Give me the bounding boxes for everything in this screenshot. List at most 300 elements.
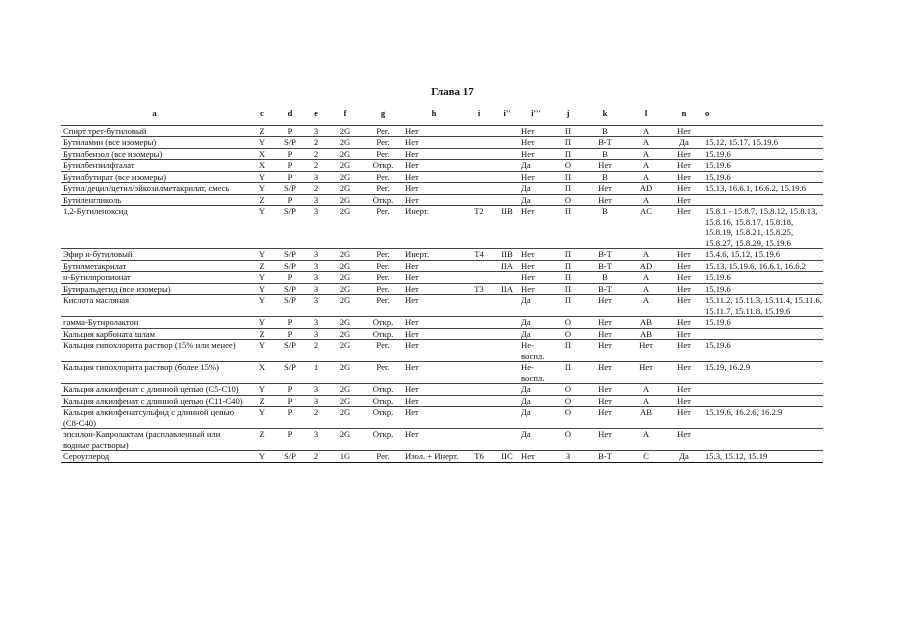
table-cell: A (626, 272, 666, 284)
table-cell: Откр. (362, 328, 404, 340)
table-cell (464, 125, 494, 137)
product-name-cell: Кальция алкилфенат с длинной цепью (C11-C40) (61, 395, 248, 407)
table-cell (494, 328, 520, 340)
table-row (61, 362, 823, 384)
table-row (61, 429, 823, 451)
table-cell: П (552, 283, 584, 295)
table-row (61, 328, 823, 340)
table-cell: 3 (304, 249, 328, 261)
table-cell: P (276, 194, 304, 206)
table-cell: 2G (328, 183, 362, 195)
table-cell: 15.19.6 (702, 340, 823, 362)
table-cell: S/P (276, 340, 304, 362)
table-cell (494, 295, 520, 317)
table-cell: P (276, 407, 304, 429)
table-cell: Откр. (362, 317, 404, 329)
product-name-cell: Бутилбензилфталат (61, 160, 248, 172)
table-cell: 3 (304, 260, 328, 272)
table-cell: 2G (328, 429, 362, 451)
table-cell: Нет (584, 429, 626, 451)
table-cell: 2G (328, 317, 362, 329)
table-cell: Y (248, 272, 276, 284)
table-cell: Нет (404, 160, 464, 172)
table-cell: Да (520, 194, 552, 206)
table-cell: Да (520, 317, 552, 329)
table-cell (464, 328, 494, 340)
table-cell: Нет (666, 317, 702, 329)
table-row (61, 384, 823, 396)
table-row (61, 260, 823, 272)
table-cell: Нет (520, 148, 552, 160)
table-cell: A (626, 160, 666, 172)
table-row (61, 171, 823, 183)
table-cell: 2G (328, 137, 362, 149)
product-name-cell: Кальция карбоната шлам (61, 328, 248, 340)
table-cell: 15.19.6 (702, 317, 823, 329)
column-header-11: k (584, 108, 626, 125)
table-row (61, 451, 823, 463)
table-cell: 2 (304, 407, 328, 429)
table-cell: P (276, 160, 304, 172)
table-cell: 2G (328, 194, 362, 206)
table-cell: П (552, 272, 584, 284)
table-cell: B (584, 125, 626, 137)
table-cell: Нет (404, 137, 464, 149)
table-cell: AD (626, 183, 666, 195)
table-cell: S/P (276, 283, 304, 295)
table-cell: 15.8.1 - 15.8.7, 15.8.12, 15.8.13, 15.8.16, 15.8.17, 15.8.18, 15.8.19, 15.8.21, 15.8.25, 15.8.27, 15.8.29, 15.19.6 (702, 206, 823, 249)
table-cell: Нет (404, 407, 464, 429)
table-cell (464, 429, 494, 451)
page-title: Глава 17 (431, 86, 474, 98)
cargo-table (61, 108, 823, 463)
product-name-cell: Бутилбензол (все изомеры) (61, 148, 248, 160)
table-cell: О (552, 384, 584, 396)
table-cell: A (626, 295, 666, 317)
table-cell: 15.12, 15.17, 15.19.6 (702, 137, 823, 149)
table-cell (702, 395, 823, 407)
table-cell: Рег. (362, 249, 404, 261)
table-cell (464, 317, 494, 329)
table-cell: Нет (666, 171, 702, 183)
table-cell (464, 340, 494, 362)
product-name-cell: Бутиральдегид (все изомеры) (61, 283, 248, 295)
table-cell: A (626, 137, 666, 149)
table-cell: Нет (584, 395, 626, 407)
table-header-row (61, 108, 823, 125)
table-cell: З (552, 451, 584, 463)
table-cell: Z (248, 194, 276, 206)
table-cell: 3 (304, 194, 328, 206)
table-cell (702, 125, 823, 137)
table-cell: 2G (328, 160, 362, 172)
table-cell: 1 (304, 362, 328, 384)
table-cell: О (552, 395, 584, 407)
table-cell: 2G (328, 272, 362, 284)
table-cell: О (552, 317, 584, 329)
table-cell: A (626, 125, 666, 137)
table-row (61, 283, 823, 295)
column-header-10: j (552, 108, 584, 125)
column-header-0: a (61, 108, 248, 125)
table-cell: A (626, 249, 666, 261)
table-cell (494, 340, 520, 362)
product-name-cell: Эфир н-бутиловый (61, 249, 248, 261)
table-cell: О (552, 407, 584, 429)
table-cell (494, 137, 520, 149)
table-cell: Нет (584, 183, 626, 195)
table-cell: Нет (404, 384, 464, 396)
table-cell: Откр. (362, 384, 404, 396)
table-cell: X (248, 160, 276, 172)
table-cell: S/P (276, 451, 304, 463)
table-cell (494, 362, 520, 384)
table-cell: B (584, 171, 626, 183)
product-name-cell: Спирт трет-бутиловый (61, 125, 248, 137)
table-cell: Нет (520, 249, 552, 261)
table-cell: Нет (666, 160, 702, 172)
table-cell: 3 (304, 328, 328, 340)
table-cell: Нет (520, 171, 552, 183)
table-cell: Рег. (362, 362, 404, 384)
product-name-cell: Сероуглерод (61, 451, 248, 463)
table-cell: Y (248, 183, 276, 195)
column-header-6: h (404, 108, 464, 125)
column-header-14: o (702, 108, 823, 125)
table-cell: AB (626, 317, 666, 329)
table-cell (494, 384, 520, 396)
column-header-5: g (362, 108, 404, 125)
table-cell: Нет (520, 272, 552, 284)
table-cell: Нет (404, 317, 464, 329)
table-cell (494, 160, 520, 172)
table-cell: Рег. (362, 272, 404, 284)
table-cell: Нет (666, 362, 702, 384)
table-cell: 2G (328, 260, 362, 272)
table-cell: Рег. (362, 295, 404, 317)
table-cell: T4 (464, 249, 494, 261)
table-cell: Нет (584, 340, 626, 362)
table-cell: Откр. (362, 395, 404, 407)
table-cell: Нет (584, 317, 626, 329)
table-cell: Y (248, 451, 276, 463)
table-cell: B-T (584, 451, 626, 463)
table-cell: Нет (584, 384, 626, 396)
table-cell: Нет (404, 340, 464, 362)
table-cell: Нет (666, 260, 702, 272)
table-cell: Y (248, 283, 276, 295)
product-name-cell: Кальция алкилфенатсульфид с длинной цепью (C8-C40) (61, 407, 248, 429)
table-cell: П (552, 125, 584, 137)
table-cell: Нет (666, 340, 702, 362)
table-cell: Нет (584, 295, 626, 317)
table-cell: Нет (404, 429, 464, 451)
table-cell (494, 183, 520, 195)
table-cell: 1G (328, 451, 362, 463)
table-cell: 2G (328, 395, 362, 407)
table-cell: Z (248, 260, 276, 272)
table-row (61, 317, 823, 329)
table-cell: П (552, 260, 584, 272)
table-cell (464, 384, 494, 396)
table-cell: T6 (464, 451, 494, 463)
table-cell: P (276, 384, 304, 396)
product-name-cell: Бутил/децил/цетил/эйкозилметакрилат, смесь (61, 183, 248, 195)
table-cell: Нет (584, 328, 626, 340)
table-cell (702, 384, 823, 396)
table-cell: Рег. (362, 125, 404, 137)
table-cell: 15.11.2, 15.11.3, 15.11.4, 15.11.6, 15.11.7, 15.11.8, 15.19.6 (702, 295, 823, 317)
table-cell: Нет (666, 148, 702, 160)
table-cell: Да (520, 328, 552, 340)
table-cell: П (552, 295, 584, 317)
table-cell: Да (666, 451, 702, 463)
table-cell (464, 148, 494, 160)
table-cell: П (552, 171, 584, 183)
table-cell: 15.19.6 (702, 148, 823, 160)
table-cell: 2G (328, 340, 362, 362)
table-cell: S/P (276, 249, 304, 261)
product-name-cell: Бутиламин (все изомеры) (61, 137, 248, 149)
table-cell: Откр. (362, 407, 404, 429)
table-cell: AB (626, 328, 666, 340)
table-cell: P (276, 171, 304, 183)
table-cell: 3 (304, 295, 328, 317)
table-cell: Нет (404, 183, 464, 195)
table-cell: Нет (666, 328, 702, 340)
table-cell: Рег. (362, 137, 404, 149)
table-cell (464, 160, 494, 172)
table-cell (464, 194, 494, 206)
table-cell: B-T (584, 137, 626, 149)
table-cell: 3 (304, 125, 328, 137)
table-cell: Нет (404, 148, 464, 160)
table-cell: Нет (404, 395, 464, 407)
table-cell: 15.13, 15.19.6, 16.6.1, 16.6.2 (702, 260, 823, 272)
table-row (61, 194, 823, 206)
table-cell: T2 (464, 206, 494, 249)
product-name-cell: Бутиленгликоль (61, 194, 248, 206)
table-cell: Нет (666, 395, 702, 407)
table-cell: 2 (304, 148, 328, 160)
table-cell (464, 183, 494, 195)
table-cell: B (584, 272, 626, 284)
table-cell: Y (248, 171, 276, 183)
table-cell: Да (666, 137, 702, 149)
table-row (61, 407, 823, 429)
column-header-7: i (464, 108, 494, 125)
table-cell (494, 148, 520, 160)
table-cell: A (626, 194, 666, 206)
column-header-8: i'' (494, 108, 520, 125)
table-cell: S/P (276, 206, 304, 249)
table-cell: Y (248, 206, 276, 249)
table-cell: Рег. (362, 451, 404, 463)
table-cell: 2 (304, 160, 328, 172)
table-cell: П (552, 183, 584, 195)
table-cell (464, 295, 494, 317)
table-cell: P (276, 395, 304, 407)
table-cell: Нет (666, 283, 702, 295)
table-cell: 2G (328, 125, 362, 137)
table-cell (494, 194, 520, 206)
table-cell: 15.13, 16.6.1, 16.6.2, 15.19.6 (702, 183, 823, 195)
table-cell: Нет (666, 206, 702, 249)
table-cell: Y (248, 317, 276, 329)
column-header-2: d (276, 108, 304, 125)
table-cell: Нет (584, 362, 626, 384)
table-cell: Нет (584, 407, 626, 429)
table-cell: Y (248, 249, 276, 261)
table-cell: Откр. (362, 160, 404, 172)
table-cell: T3 (464, 283, 494, 295)
table-cell: Да (520, 407, 552, 429)
table-cell (494, 429, 520, 451)
table-cell (494, 407, 520, 429)
table-cell: IIB (494, 249, 520, 261)
table-cell: 3 (304, 206, 328, 249)
table-cell: Нет (404, 125, 464, 137)
table-cell: Рег. (362, 171, 404, 183)
table-row (61, 125, 823, 137)
table-cell: О (552, 160, 584, 172)
table-cell: Нет (666, 194, 702, 206)
table-cell: 2G (328, 249, 362, 261)
table-cell: B-T (584, 249, 626, 261)
table-cell: Z (248, 125, 276, 137)
product-name-cell: Кальция гипохлорита раствор (более 15%) (61, 362, 248, 384)
table-cell: Z (248, 328, 276, 340)
table-cell: 2 (304, 340, 328, 362)
table-cell: A (626, 148, 666, 160)
table-cell: Да (520, 160, 552, 172)
table-cell (464, 272, 494, 284)
table-cell: 3 (304, 395, 328, 407)
product-name-cell: Кислота масляная (61, 295, 248, 317)
table-cell: A (626, 429, 666, 451)
table-cell (494, 125, 520, 137)
table-cell: Нет (520, 260, 552, 272)
table-cell: Нет (520, 125, 552, 137)
table-cell: 2G (328, 171, 362, 183)
table-cell: Инерт. (404, 249, 464, 261)
table-cell: Рег. (362, 183, 404, 195)
table-cell: Нет (520, 451, 552, 463)
table-cell (494, 317, 520, 329)
table-cell: Не-воспл. (520, 362, 552, 384)
table-cell: 3 (304, 317, 328, 329)
table-cell: Нет (584, 194, 626, 206)
table-cell: Рег. (362, 340, 404, 362)
table-cell (464, 260, 494, 272)
table-cell: Нет (404, 362, 464, 384)
table-cell: Нет (666, 125, 702, 137)
table-cell: Да (520, 183, 552, 195)
table-cell: S/P (276, 137, 304, 149)
table-cell: Нет (666, 183, 702, 195)
product-name-cell: Бутилметакрилат (61, 260, 248, 272)
table-cell: A (626, 171, 666, 183)
table-cell: Нет (666, 272, 702, 284)
table-cell: AD (626, 260, 666, 272)
table-cell: B (584, 206, 626, 249)
table-row (61, 148, 823, 160)
table-cell: Нет (666, 295, 702, 317)
table-cell: Нет (520, 206, 552, 249)
product-name-cell: Кальция алкилфенат с длинной цепью (C5-C10) (61, 384, 248, 396)
table-cell: Нет (626, 362, 666, 384)
table-cell: S/P (276, 260, 304, 272)
table-cell: 15.4.6, 15.12, 15.19.6 (702, 249, 823, 261)
table-row (61, 160, 823, 172)
table-cell (702, 429, 823, 451)
table-cell: 2 (304, 137, 328, 149)
table-cell: Инерт. (404, 206, 464, 249)
table-cell: Нет (666, 249, 702, 261)
table-cell: Y (248, 340, 276, 362)
product-name-cell: Бутилбутират (все изомеры) (61, 171, 248, 183)
table-cell: Нет (404, 295, 464, 317)
table-cell: 2G (328, 295, 362, 317)
product-name-cell: н-Бутилпропионат (61, 272, 248, 284)
table-cell: Нет (584, 160, 626, 172)
table-row (61, 137, 823, 149)
table-cell: 2G (328, 407, 362, 429)
table-cell: A (626, 395, 666, 407)
table-cell: A (626, 384, 666, 396)
table-cell (494, 171, 520, 183)
table-cell: Нет (666, 407, 702, 429)
table-cell: Рег. (362, 260, 404, 272)
table-cell: Нет (520, 137, 552, 149)
table-row (61, 206, 823, 249)
product-name-cell: Кальция гипохлорита раствор (15% или менее) (61, 340, 248, 362)
table-cell: AB (626, 407, 666, 429)
table-cell: B (584, 148, 626, 160)
table-cell: 2G (328, 148, 362, 160)
table-cell: 3 (304, 429, 328, 451)
product-name-cell: гамма-Бутиролактон (61, 317, 248, 329)
table-cell: IIC (494, 451, 520, 463)
table-cell: IIA (494, 283, 520, 295)
table-cell: S/P (276, 183, 304, 195)
table-cell: Нет (404, 194, 464, 206)
table-cell: IIB (494, 206, 520, 249)
table-cell: О (552, 328, 584, 340)
table-cell (464, 395, 494, 407)
table-cell: P (276, 272, 304, 284)
table-cell: Да (520, 295, 552, 317)
table-cell (464, 362, 494, 384)
table-row (61, 295, 823, 317)
table-cell: Y (248, 295, 276, 317)
table-cell: Нет (666, 384, 702, 396)
table-cell: Изол. + Инерт. (404, 451, 464, 463)
table-cell: П (552, 249, 584, 261)
column-header-3: e (304, 108, 328, 125)
table-cell: S/P (276, 295, 304, 317)
table-cell: S/P (276, 362, 304, 384)
table-row (61, 272, 823, 284)
table-cell: Да (520, 429, 552, 451)
table-cell: Нет (404, 272, 464, 284)
table-cell: 3 (304, 272, 328, 284)
table-cell: Y (248, 137, 276, 149)
product-name-cell: 1,2-Бутиленоксид (61, 206, 248, 249)
column-header-1: c (248, 108, 276, 125)
table-cell: IIA (494, 260, 520, 272)
table-cell: 2G (328, 362, 362, 384)
